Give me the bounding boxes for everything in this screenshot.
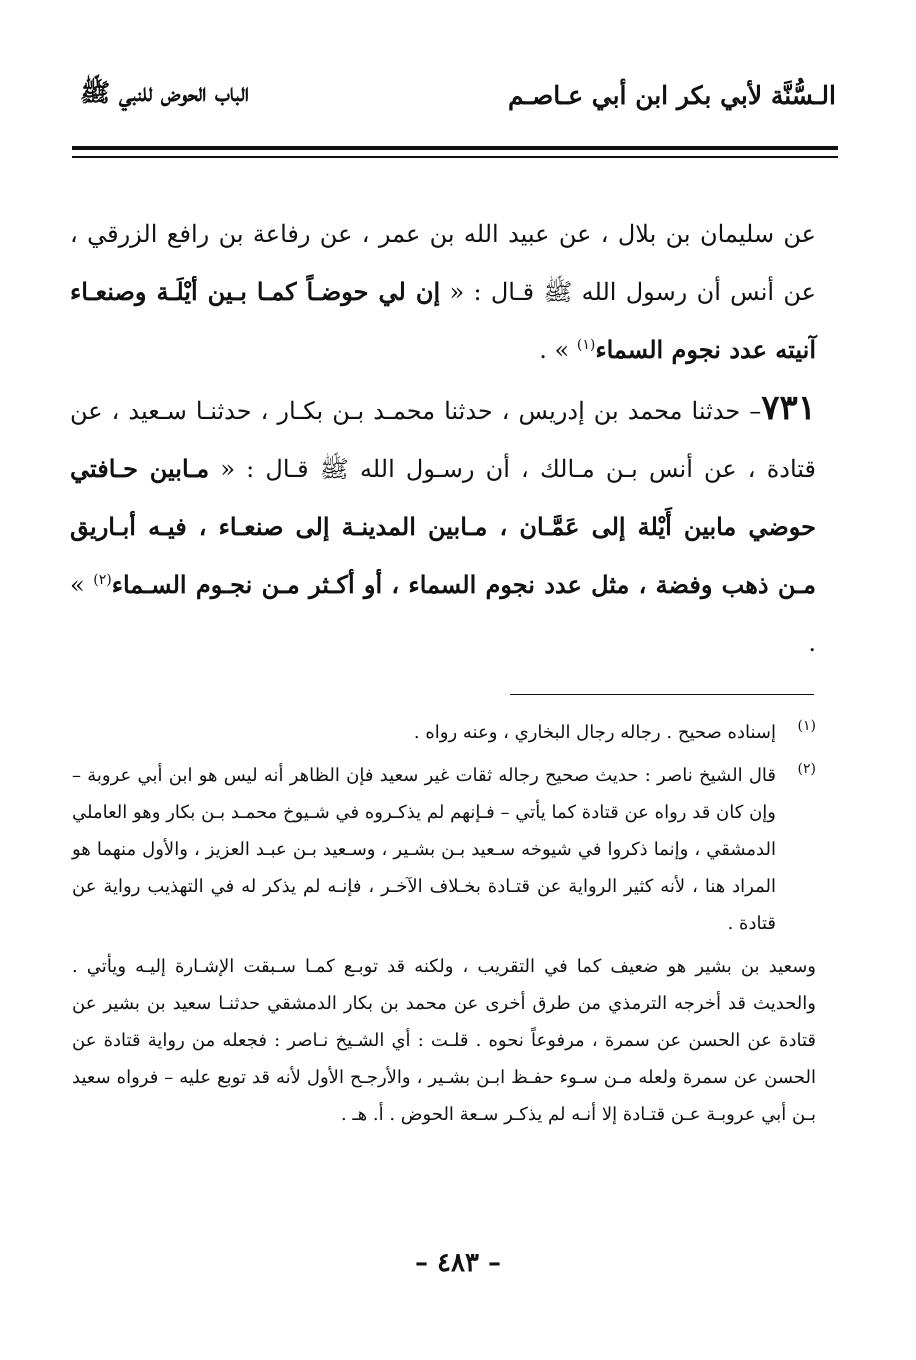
running-header xyxy=(80,70,836,120)
page-number: – ٤٨٣ – xyxy=(414,1248,502,1278)
quote-close: » . xyxy=(70,571,816,657)
footnote-2 xyxy=(72,757,816,942)
hadith-quote: مـابين حـافتي حوضي مابين أَيْلة إلى عَمَّـان ، مـابين المدينـة إلى صنعـاء ، فيـه أبـاريق مـن ذهب وفضة ، مثل عدد نجوم السماء ، أو أكـثر مـن نجـوم السـماء xyxy=(70,454,817,599)
footnote-separator xyxy=(510,694,814,695)
quote-close: » . xyxy=(539,336,577,364)
footnote-text: قال الشيخ ناصر : حديث صحيح رجاله ثقات غير سعيد فإن الظاهر أنه ليس هو ابن أبي عروبة – وإن كان قد رواه عن قتادة كما يأتي – فـإنهم لم يذكـروه في شـيوخ محمـد بـن بكار وهو العاملي الدمشقي ، وإنما ذكروا في شيوخه سـعيد بـن بشـير ، وسـعيد بـن عبـد العزيز ، والأول منهما هو المراد هنا ، لأنه كثير الرواية عن قتـادة بخـلاف الآخـر ، فإنـه لم يذكر له في التهذيب رواية عن قتادة . xyxy=(72,765,776,934)
header-rule-thick xyxy=(72,146,838,150)
footnote-marker: (١) xyxy=(797,718,816,734)
header-rule-thin xyxy=(72,156,838,158)
footnote-ref-2: (٢) xyxy=(93,572,112,588)
hadith-731 xyxy=(70,379,816,672)
hadith-quote: إن لي حوضـاً كمـا بـين أيْلَـة وصنعـاء آنيته عدد نجوم السماء xyxy=(70,277,816,364)
hadith-number: ٧٣١ xyxy=(761,388,816,428)
footnote-text: إسناده صحيح . رجاله رجال البخاري ، وعنه رواه . xyxy=(413,722,776,743)
text-line: عن سليمان بن بلال ، عن عبيد الله بن عمر ، عن رفاعة بن رافع الزرقي ، xyxy=(70,220,816,248)
paragraph-continuation xyxy=(70,205,816,379)
footnote-marker: (٢) xyxy=(797,761,816,777)
text-run: عن أنس أن رسول الله ﷺ قـال : « xyxy=(440,278,816,306)
book-title: الـسُّنَّة لأبي بكر ابن أبي عـاصـم xyxy=(508,80,836,110)
footnote-1 xyxy=(72,714,816,751)
main-text xyxy=(70,205,816,672)
footnotes xyxy=(72,714,816,1133)
footnote-ref-1: (١) xyxy=(576,337,596,353)
footnote-2-continuation: وسعيد بن بشير هو ضعيف كما في التقريب ، ولكنه قد توبـع كمـا سـبقت الإشـارة إليـه ويأتي . والحديث قد أخرجه الترمذي من طرق أخرى عن محمد بن بكار الدمشقي حدثنـا سعيد بن بشير عن قتادة عن الحسن عن سمرة ، مرفوعاً نحوه . قلـت : أي الشـيخ نـاصر : فجعله من رواية قتادة عن الحسن عن سمرة ولعله مـن سـوء حفـظ ابـن بشـير ، والأرجـح الأول لأنه قد توبع عليه – فرواه سعيد بـن أبي عروبـة عـن قتـادة إلا أنـه لم يذكـر سـعة الحوض . أ. هـ . xyxy=(72,956,816,1125)
isnad-text: – حدثنا محمد بن إدريس ، حدثنا محمـد بـن بكـار ، حدثنـا سـعيد ، عن قتادة ، عن أنس بـن مـالك ، أن رسـول الله ﷺ قـال : « xyxy=(70,397,816,483)
chapter-title: الباب الحوض للنبي ﷺ xyxy=(80,77,249,107)
